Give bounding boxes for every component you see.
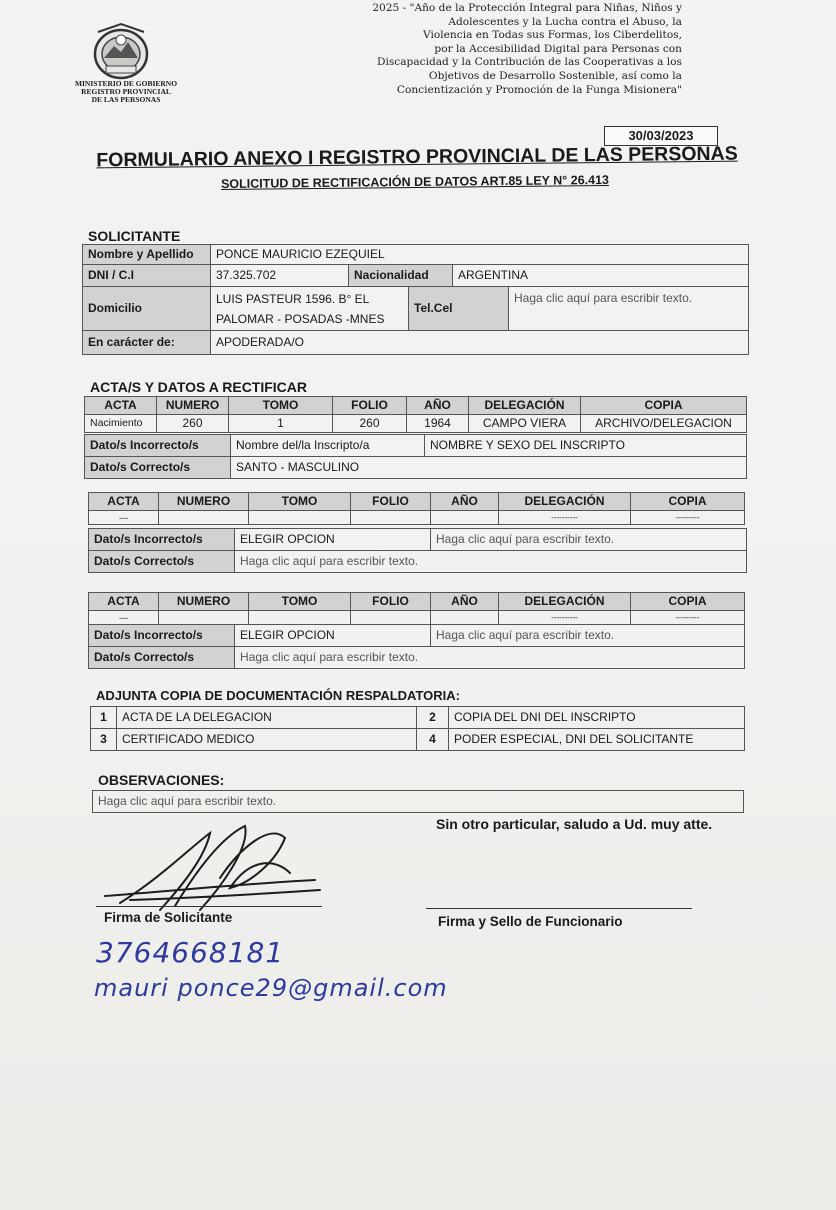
col-delegacion: DELEGACIÓN [499, 493, 631, 511]
copia-field[interactable]: --------- [631, 511, 745, 525]
observations-table [92, 790, 744, 813]
col-numero: NUMERO [159, 593, 249, 611]
anio-field[interactable] [431, 511, 499, 525]
address-line: PALOMAR - POSADAS -MNES [216, 311, 385, 326]
delegacion-field[interactable]: ---------- [499, 611, 631, 625]
col-folio: FOLIO [351, 493, 431, 511]
incorrect-value-field[interactable]: NOMBRE Y SEXO DEL INSCRIPTO [425, 435, 747, 457]
observations-title: OBSERVACIONES: [98, 772, 225, 788]
col-anio: AÑO [431, 493, 499, 511]
motto-line: Adolescentes y la Lucha contra el Abuso, la [448, 15, 682, 28]
incorrect-label: Dato/s Incorrecto/s [89, 529, 235, 551]
incorrect-value-field[interactable]: Haga clic aquí para escribir texto. [431, 625, 745, 647]
doc-item[interactable]: ACTA DE LA DELEGACION [117, 707, 417, 729]
ministry-line: DE LAS PERSONAS [91, 95, 161, 104]
motto-line: Violencia en Todas sus Formas, los Ciberdelitos, [423, 29, 682, 42]
col-acta: ACTA [89, 493, 159, 511]
signature-icon [100, 818, 330, 918]
folio-field[interactable] [351, 611, 431, 625]
applicant-signature-label: Firma de Solicitante [104, 910, 233, 925]
col-anio: AÑO [431, 593, 499, 611]
year-motto [322, 2, 682, 97]
col-folio: FOLIO [333, 397, 407, 415]
acta-field[interactable]: --- [89, 511, 159, 525]
doc-number: 2 [417, 707, 449, 729]
solicitante-table [82, 244, 749, 355]
delegacion-field[interactable]: ---------- [499, 511, 631, 525]
capacity-label: En carácter de: [83, 331, 211, 355]
handwritten-email: mauri ponce29@gmail.com [94, 974, 448, 1002]
doc-item[interactable]: PODER ESPECIAL, DNI DEL SOLICITANTE [449, 729, 745, 751]
observations-field[interactable]: Haga clic aquí para escribir texto. [93, 791, 744, 813]
official-signature-label: Firma y Sello de Funcionario [438, 914, 623, 929]
anio-field[interactable] [431, 611, 499, 625]
col-acta: ACTA [85, 397, 157, 415]
acta-data-table-3 [88, 624, 745, 669]
solicitante-title: SOLICITANTE [88, 228, 181, 244]
acta-table-2 [88, 492, 745, 525]
nationality-label: Nacionalidad [349, 265, 453, 287]
incorrect-label: Dato/s Incorrecto/s [85, 435, 231, 457]
folio-field[interactable]: 260 [333, 415, 407, 433]
col-copia: COPIA [631, 593, 745, 611]
delegacion-field[interactable]: CAMPO VIERA [469, 415, 581, 433]
acta-field[interactable]: Nacimiento [85, 415, 157, 433]
dni-label: DNI / C.I [83, 265, 211, 287]
capacity-field[interactable]: APODERADA/O [211, 331, 749, 355]
form-title: FORMULARIO ANEXO I REGISTRO PROVINCIAL DE LAS PERSONAS [96, 142, 738, 172]
motto-line: por la Accesibilidad Digital para Personas con [434, 42, 682, 55]
tomo-field[interactable] [249, 511, 351, 525]
handwritten-phone: 3764668181 [96, 936, 285, 969]
actas-title: ACTA/S Y DATOS A RECTIFICAR [90, 379, 308, 395]
anio-field[interactable]: 1964 [407, 415, 469, 433]
name-label: Nombre y Apellido [83, 245, 211, 265]
copia-field[interactable]: ARCHIVO/DELEGACION [581, 415, 747, 433]
documentation-table [90, 706, 745, 751]
doc-item[interactable]: COPIA DEL DNI DEL INSCRIPTO [449, 707, 745, 729]
applicant-signature-line [96, 906, 322, 907]
correct-value-field[interactable]: Haga clic aquí para escribir texto. [235, 647, 745, 669]
motto-line: Concientización y Promoción de la Funga Misionera" [396, 83, 682, 96]
doc-number: 1 [91, 707, 117, 729]
date-field[interactable]: 30/03/2023 [604, 126, 718, 146]
address-field[interactable] [211, 287, 409, 331]
correct-label: Dato/s Correcto/s [89, 647, 235, 669]
col-copia: COPIA [581, 397, 747, 415]
numero-field[interactable]: 260 [157, 415, 229, 433]
phone-label: Tel.Cel [409, 287, 509, 331]
ministry-line: REGISTRO PROVINCIAL [81, 87, 171, 96]
col-acta: ACTA [89, 593, 159, 611]
col-numero: NUMERO [157, 397, 229, 415]
correct-value-field[interactable]: SANTO - MASCULINO [231, 457, 747, 479]
address-line: LUIS PASTEUR 1596. B° EL [216, 291, 370, 306]
incorrect-label: Dato/s Incorrecto/s [89, 625, 235, 647]
acta-field[interactable]: --- [89, 611, 159, 625]
name-field[interactable]: PONCE MAURICIO EZEQUIEL [211, 245, 749, 265]
numero-field[interactable] [159, 611, 249, 625]
tomo-field[interactable] [249, 611, 351, 625]
ministry-label [64, 80, 188, 104]
col-numero: NUMERO [159, 493, 249, 511]
numero-field[interactable] [159, 511, 249, 525]
incorrect-field-select[interactable]: ELEGIR OPCION [235, 625, 431, 647]
incorrect-field-select[interactable]: ELEGIR OPCION [235, 529, 431, 551]
motto-line: 2025 - "Año de la Protección Integral para Niñas, Niños y [372, 2, 682, 14]
col-delegacion: DELEGACIÓN [499, 593, 631, 611]
doc-item[interactable]: CERTIFICADO MEDICO [117, 729, 417, 751]
col-tomo: TOMO [229, 397, 333, 415]
col-delegacion: DELEGACIÓN [469, 397, 581, 415]
acta-table-3 [88, 592, 745, 625]
motto-line: Objetivos de Desarrollo Sostenible, así como la [428, 69, 682, 82]
motto-line: Discapacidad y la Contribución de las Cooperativas a los [376, 56, 682, 69]
folio-field[interactable] [351, 511, 431, 525]
closing-text: Sin otro particular, saludo a Ud. muy atte. [436, 816, 713, 832]
form-subtitle: SOLICITUD DE RECTIFICACIÓN DE DATOS ART.85 LEY N° 26.413 [220, 172, 610, 192]
doc-number: 4 [417, 729, 449, 751]
col-folio: FOLIO [351, 593, 431, 611]
acta-data-table-2 [88, 528, 747, 573]
official-signature-line [426, 908, 692, 909]
acta-data-table-1 [84, 434, 747, 479]
dni-field[interactable]: 37.325.702 [211, 265, 349, 287]
phone-field[interactable]: Haga clic aquí para escribir texto. [509, 287, 749, 331]
correct-label: Dato/s Correcto/s [85, 457, 231, 479]
documentation-title: ADJUNTA COPIA DE DOCUMENTACIÓN RESPALDATORIA: [96, 688, 460, 703]
col-anio: AÑO [407, 397, 469, 415]
provincial-seal-icon [88, 22, 154, 82]
col-tomo: TOMO [249, 493, 351, 511]
col-tomo: TOMO [249, 593, 351, 611]
incorrect-field-select[interactable]: Nombre del/la Inscripto/a [231, 435, 425, 457]
nationality-field[interactable]: ARGENTINA [453, 265, 749, 287]
col-copia: COPIA [631, 493, 745, 511]
correct-value-field[interactable]: Haga clic aquí para escribir texto. [235, 551, 747, 573]
tomo-field[interactable]: 1 [229, 415, 333, 433]
correct-label: Dato/s Correcto/s [89, 551, 235, 573]
doc-number: 3 [91, 729, 117, 751]
incorrect-value-field[interactable]: Haga clic aquí para escribir texto. [431, 529, 747, 551]
acta-table-1 [84, 396, 747, 433]
copia-field[interactable]: --------- [631, 611, 745, 625]
ministry-line: MINISTERIO DE GOBIERNO [74, 79, 178, 88]
address-label: Domicilio [83, 287, 211, 331]
